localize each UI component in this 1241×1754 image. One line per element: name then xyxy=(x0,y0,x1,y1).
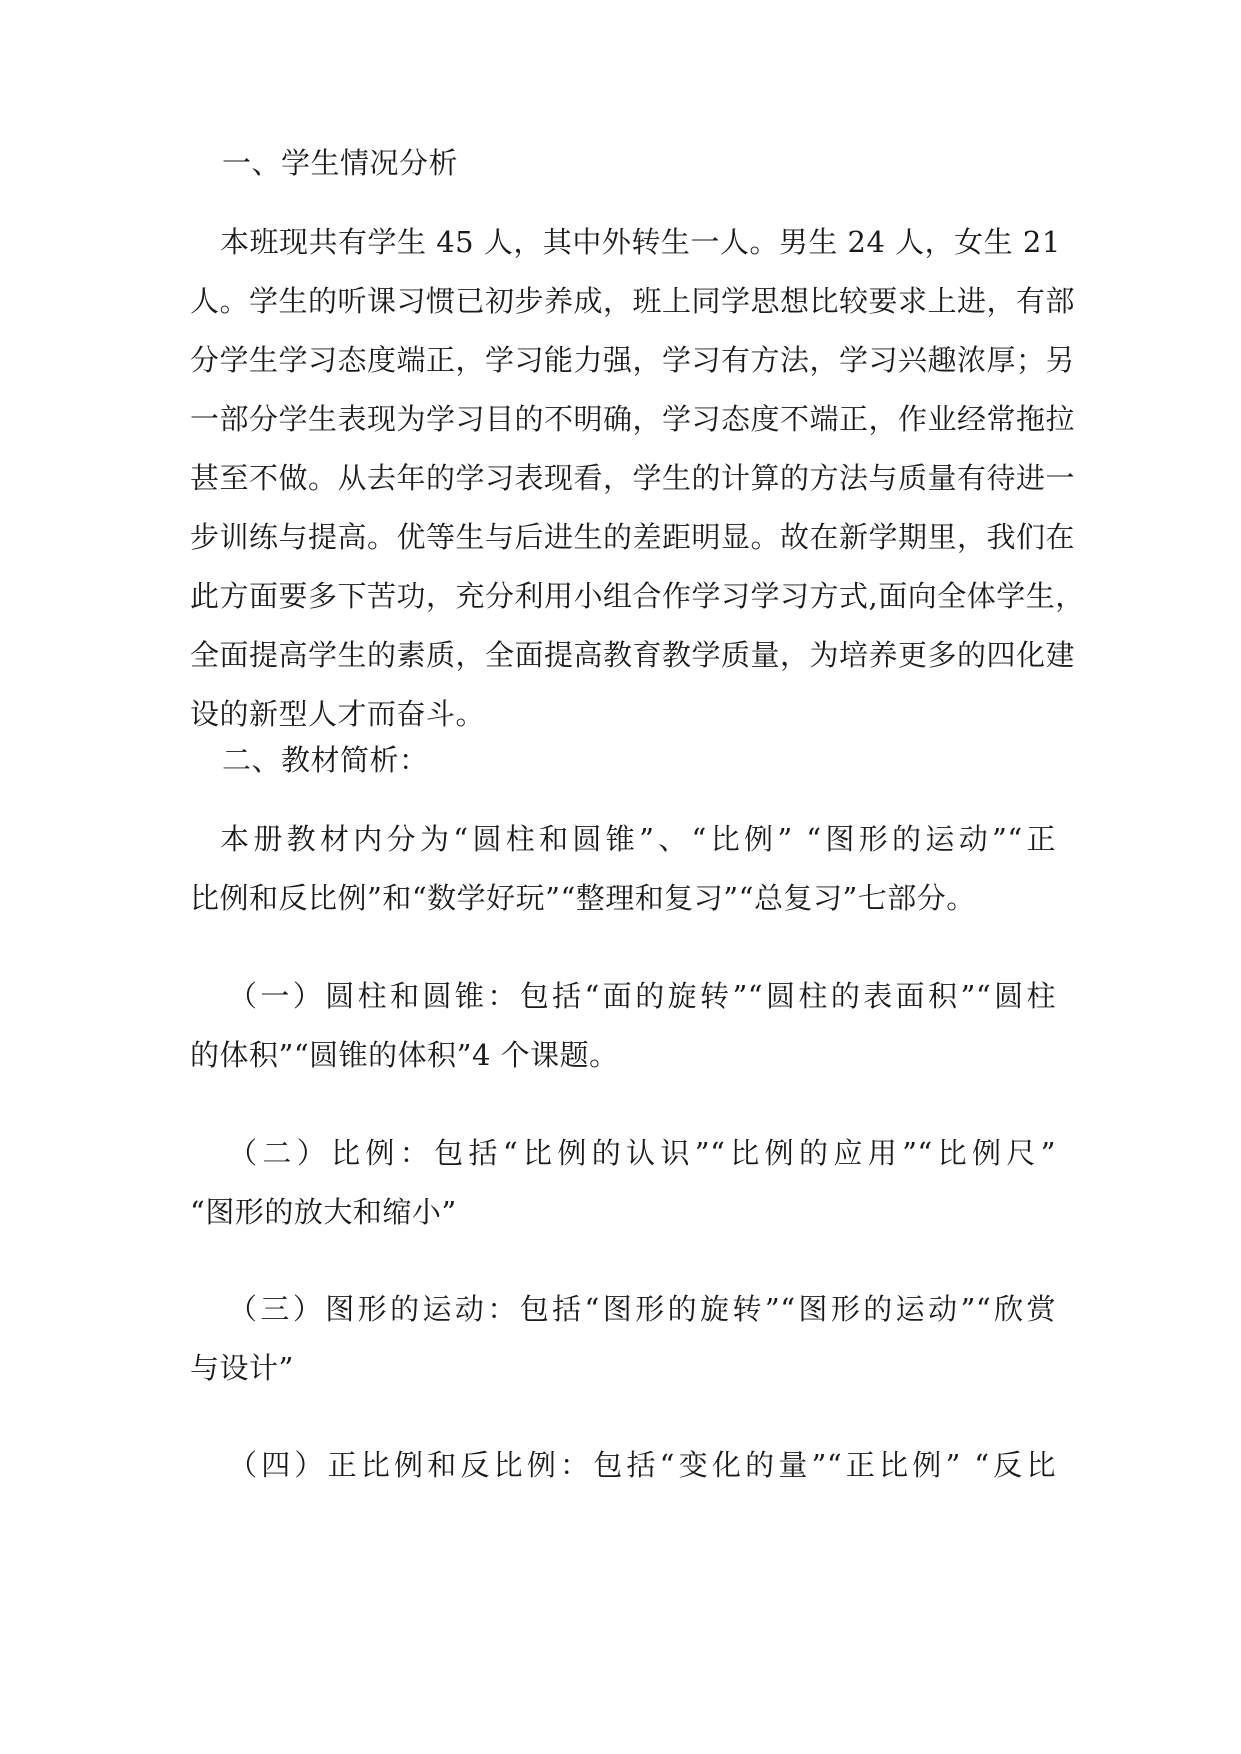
list-item-proportion xyxy=(190,1436,1056,1495)
paragraph-line: （四）正比例和反比例：包括“变化的量”“正比例” “反比 xyxy=(228,1448,1056,1482)
paragraph-line: （二）比例：包括“比例的认识”“比例的应用”“比例尺” xyxy=(228,1136,1056,1170)
paragraph-line: “图形的放大和缩小” xyxy=(190,1195,457,1229)
paragraph-line: （三）图形的运动：包括“图形的旋转”“图形的运动”“欣赏 xyxy=(228,1292,1056,1326)
paragraph-student-analysis xyxy=(190,213,1085,744)
paragraph-line: 比例和反比例”和“数学好玩”“整理和复习”“总复习”七部分。 xyxy=(190,881,976,915)
paragraph-line: 此方面要多下苦功，充分利用小组合作学习学习方式,面向全体学生， xyxy=(190,579,1085,613)
list-item-figure-motion xyxy=(190,1280,1056,1398)
paragraph-line: 全面提高学生的素质，全面提高教育教学质量，为培养更多的四化建 xyxy=(190,638,1076,672)
paragraph-line: 人。学生的听课习惯已初步养成，班上同学思想比较要求上进，有部 xyxy=(190,284,1076,318)
section-heading-textbook-analysis xyxy=(190,731,1056,790)
paragraph-line: 本班现共有学生 45 人，其中外转生一人。男生 24 人，女生 21 xyxy=(220,225,1061,259)
list-item-cylinder-cone xyxy=(190,967,1056,1085)
paragraph-line: 分学生学习态度端正，学习能力强，学习有方法，学习兴趣浓厚；另 xyxy=(190,343,1076,377)
paragraph-line: 的体积”“圆锥的体积”4 个课题。 xyxy=(190,1038,619,1072)
heading-text: 二、教材简析： xyxy=(222,743,429,777)
paragraph-line: 步训练与提高。优等生与后进生的差距明显。故在新学期里，我们在 xyxy=(190,520,1076,554)
document-page xyxy=(190,0,1085,1754)
paragraph-textbook-intro xyxy=(190,810,1056,928)
heading-text: 一、学生情况分析 xyxy=(222,146,459,180)
paragraph-line: 与设计” xyxy=(190,1351,294,1385)
paragraph-line: 甚至不做。从去年的学习表现看，学生的计算的方法与质量有待进一 xyxy=(190,461,1076,495)
section-heading-student-analysis xyxy=(190,134,1056,193)
paragraph-line: （一）圆柱和圆锥：包括“面的旋转”“圆柱的表面积”“圆柱 xyxy=(228,979,1056,1013)
paragraph-line: 本册教材内分为“圆柱和圆锥”、“比例” “图形的运动”“正 xyxy=(220,822,1056,856)
list-item-ratio xyxy=(190,1124,1056,1242)
paragraph-line: 设的新型人才而奋斗。 xyxy=(190,697,486,731)
paragraph-line: 一部分学生表现为学习目的不明确，学习态度不端正，作业经常拖拉 xyxy=(190,402,1076,436)
